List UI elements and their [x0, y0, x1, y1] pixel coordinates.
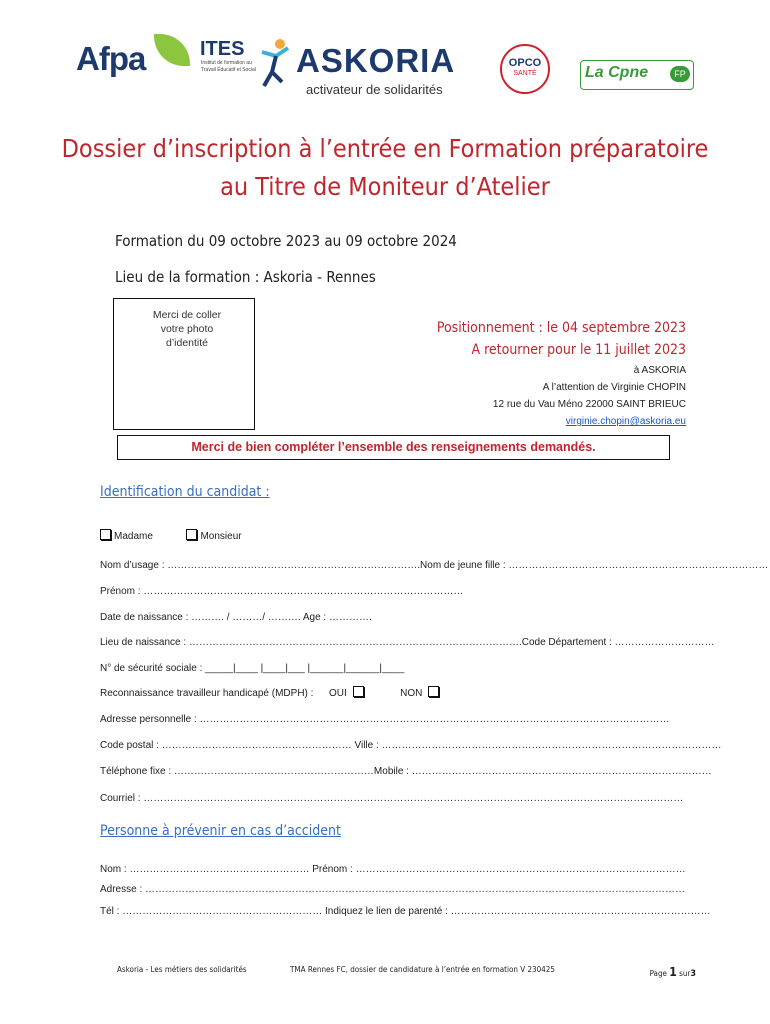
- title-line-1: Dossier d’inscription à l’entrée en Formation préparatoire: [61, 134, 709, 163]
- social-security-field[interactable]: N° de sécurité sociale : _____|____ |____|___ |______|______|____: [100, 663, 405, 674]
- prenom-field[interactable]: Prénom : ……………………………………………………………………………………: [100, 586, 464, 597]
- monsieur-label: Monsieur: [200, 531, 242, 542]
- contact-email-link[interactable]: virginie.chopin@askoria.eu: [565, 416, 686, 427]
- positionnement-date: Positionnement : le 04 septembre 2023: [436, 320, 686, 336]
- opco-logo-text: OPCO: [508, 57, 542, 69]
- emergency-address-field[interactable]: Adresse : ………………………………………………………………………………………………………………………………………………: [100, 884, 686, 895]
- page-number: [650, 965, 696, 979]
- address-field[interactable]: Adresse personnelle : ……………………………………………………………………………………………………………………………: [100, 714, 670, 725]
- monsieur-checkbox[interactable]: [186, 529, 197, 540]
- address-attention: A l’attention de Virginie CHOPIN: [542, 382, 686, 393]
- email-field[interactable]: Courriel : ………………………………………………………………………………………………………………………………………………: [100, 793, 684, 804]
- footer-left: Askoria - Les métiers des solidarités: [117, 965, 247, 974]
- cpne-logo: [580, 60, 694, 90]
- emergency-name-field[interactable]: Nom : ……………………………………………… Prénom : ………………………………………………………………………………………: [100, 864, 686, 875]
- afpa-logo: Afpa: [76, 40, 146, 77]
- return-address: [493, 362, 686, 430]
- photo-line-1: Merci de coller: [152, 309, 222, 321]
- instructions-banner: Merci de bien compléter l’ensemble des renseignements demandés.: [117, 435, 670, 460]
- non-label: NON: [400, 688, 423, 699]
- ites-subtitle: Institut de formation au Travail Éducatif et Social: [201, 60, 256, 73]
- positionnement-block: [437, 317, 686, 361]
- page-title: [0, 130, 770, 206]
- photo-line-2: votre photo: [160, 323, 214, 335]
- identification-heading: Identification du candidat :: [100, 484, 270, 500]
- birthplace-field[interactable]: Lieu de naissance : ……………………………………………………………………………………….Code Département : …………………………: [100, 637, 715, 648]
- opco-logo-sub: SANTÉ: [513, 70, 537, 77]
- nom-usage-field[interactable]: Nom d’usage : ………………………………………………………………….Nom de jeune fille : ……………………………………………………………………: [100, 560, 769, 571]
- footer-center: TMA Rennes FC, dossier de candidature à l’entrée en formation V 230425: [290, 965, 555, 974]
- birthdate-field[interactable]: Date de naissance : ………. / ………/ ………. Age : ………….: [100, 612, 372, 623]
- rqth-label: Reconnaissance travailleur handicapé (MDPH) :: [100, 688, 314, 699]
- oui-label: OUI: [329, 688, 347, 699]
- madame-label: Madame: [114, 531, 153, 542]
- ites-figure-icon: [258, 38, 292, 90]
- rqth-row: [100, 686, 442, 699]
- photo-line-3: d’identité: [165, 337, 209, 349]
- madame-checkbox[interactable]: [100, 529, 111, 540]
- emergency-contact-heading: Personne à prévenir en cas d’accident: [100, 823, 341, 839]
- formation-location: Lieu de la formation : Askoria - Rennes: [115, 268, 376, 286]
- cpne-logo-text: La Cpne: [585, 64, 649, 81]
- postal-code-city-field[interactable]: Code postal : ………………………………………………… Ville : …………………………………………………………………………………………: [100, 740, 722, 751]
- non-checkbox[interactable]: [428, 686, 439, 697]
- askoria-tagline: activateur de solidarités: [306, 82, 443, 97]
- ites-logo: ITES: [200, 38, 245, 60]
- cpne-fp-badge: FP: [670, 66, 690, 82]
- address-to: à ASKORIA: [633, 365, 686, 376]
- opco-sante-logo: [500, 44, 550, 94]
- afpa-leaf-icon: [154, 34, 190, 66]
- oui-checkbox[interactable]: [353, 686, 364, 697]
- page-current: 1: [669, 965, 677, 979]
- photo-box-instructions: [130, 308, 244, 350]
- civility-row: [100, 529, 242, 542]
- formation-dates: Formation du 09 octobre 2023 au 09 octobre 2024: [115, 232, 457, 250]
- address-street: 12 rue du Vau Méno 22000 SAINT BRIEUC: [492, 399, 686, 410]
- page-of-label: sur: [679, 969, 691, 978]
- askoria-logo: ASKORIA: [296, 42, 456, 79]
- emergency-phone-field[interactable]: Tél : …………………………………………………… Indiquez le lien de parenté : ……………………………………………………………………: [100, 906, 711, 917]
- phone-field[interactable]: Téléphone fixe : ……………………………………………………Mobile : ………………………………………………………………………………: [100, 766, 712, 777]
- return-deadline: A retourner pour le 11 juillet 2023: [471, 342, 686, 358]
- page-label: Page: [649, 969, 667, 978]
- title-line-2: au Titre de Moniteur d’Atelier: [220, 172, 550, 201]
- page-total: 3: [690, 969, 696, 979]
